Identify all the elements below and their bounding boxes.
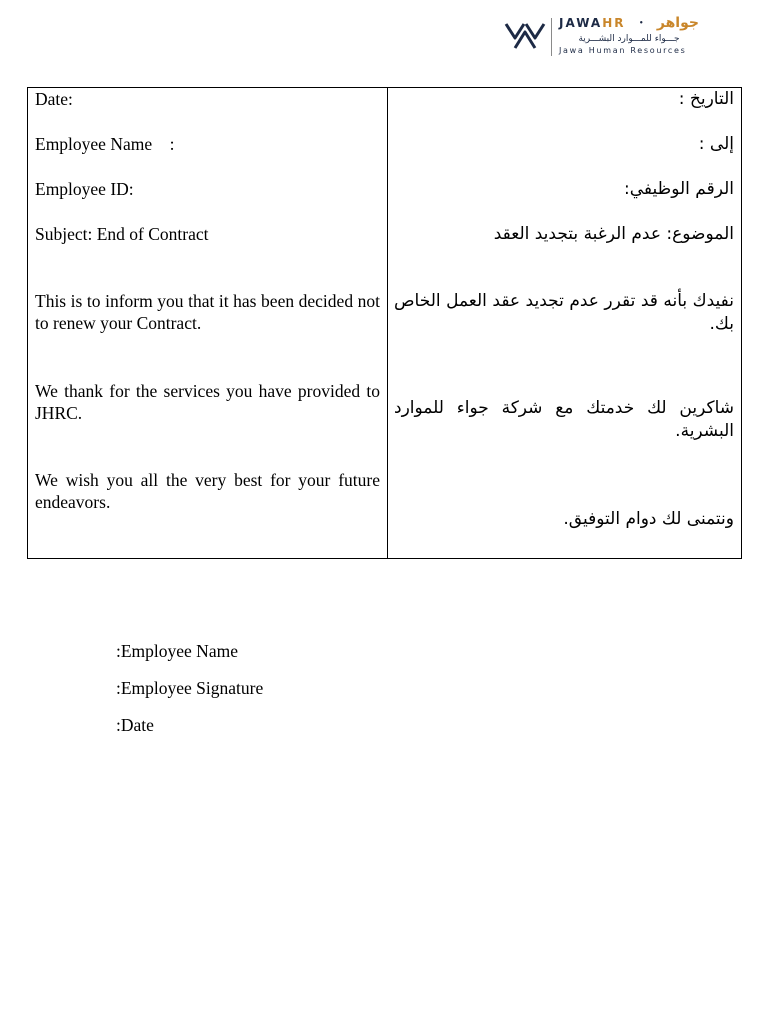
- paragraph-not-renew-ar: نفيدك بأنه قد تقرر عدم تجديد عقد العمل الخاص بك.: [394, 291, 734, 334]
- signature-employee-name: :Employee Name: [116, 641, 238, 661]
- jawa-hr-logo-mark-icon: [504, 18, 546, 54]
- logo-arabic-subtitle: جـــواء للمـــوارد البشـــرية: [578, 34, 680, 44]
- signature-employee-signature: :Employee Signature: [116, 678, 264, 698]
- employee-id-label-en: Employee ID:: [35, 179, 134, 199]
- logo-divider: [551, 18, 552, 56]
- employee-name-label-en: Employee Name :: [35, 134, 175, 154]
- paragraph-best-wishes-en: We wish you all the very best for your future endeavors.: [35, 470, 380, 512]
- paragraph-best-wishes-ar: ونتمنى لك دوام التوفيق.: [563, 509, 734, 529]
- subject-en: Subject: End of Contract: [35, 224, 209, 244]
- company-logo: [504, 14, 699, 60]
- logo-english-subtitle: Jawa Human Resources: [559, 46, 687, 55]
- english-column: [28, 88, 388, 559]
- paragraph-thanks-ar: شاكرين لك خدمتك مع شركة جواء للموارد البشرية.: [394, 398, 734, 441]
- logo-arabic-name: جواهر: [656, 15, 699, 31]
- to-label-ar: إلى :: [698, 134, 734, 154]
- bilingual-letter-table: [27, 87, 742, 559]
- employee-id-label-ar: الرقم الوظيفي:: [624, 179, 734, 199]
- logo-wordmark: [559, 14, 699, 56]
- date-label-ar: التاريخ :: [678, 89, 734, 109]
- signature-date: :Date: [116, 715, 154, 735]
- date-label-en: Date:: [35, 89, 73, 109]
- paragraph-not-renew-en: This is to inform you that it has been decided not to renew your Contract.: [35, 291, 380, 333]
- arabic-column: [388, 88, 742, 559]
- logo-latin-name: JAWAHR: [559, 16, 626, 30]
- paragraph-thanks-en: We thank for the services you have provided to JHRC.: [35, 381, 380, 423]
- logo-separator: •: [639, 17, 643, 29]
- subject-ar: الموضوع: عدم الرغبة بتجديد العقد: [493, 224, 734, 244]
